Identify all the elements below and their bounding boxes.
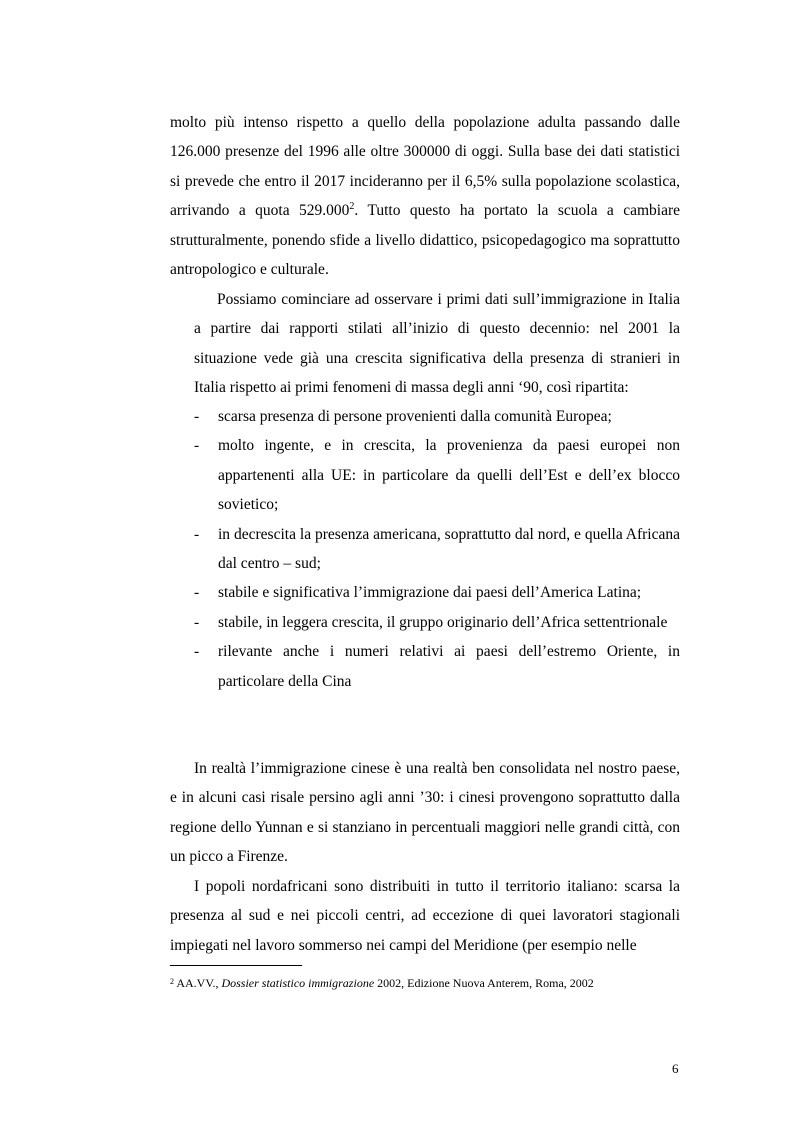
list-item: [194, 578, 680, 607]
paragraph-1: [170, 108, 680, 284]
bullet-dash: -: [194, 437, 200, 455]
bullet-dash: -: [194, 525, 200, 543]
footnote: [170, 975, 690, 991]
footnote-divider: [170, 965, 302, 966]
paragraph-4: I popoli nordafricani sono distribuiti in tutto il territorio italiano: scarsa la presenza al sud e nei piccoli centri, ad eccezione di quei lavoratori stagionali impiegati nel lavoro sommerso nei campi del Meridione (per esempio nelle: [170, 878, 680, 954]
list-item-text: stabile e significativa l’immigrazione dai paesi dell’America Latina;: [218, 584, 642, 602]
paragraph-3: In realtà l’immigrazione cinese è una realtà ben consolidata nel nostro paese, e in alcuni casi risale persino agli anni ’30: i cinesi provengono soprattutto dalla regione dello Yunnan e si stanziano in percentuali maggiori nelle grandi città, con un picco a Firenze.: [170, 760, 680, 866]
paragraph-1-text-b: . Tutto questo ha portato la scuola a cambiare strutturalmente, ponendo sfide a livello didattico, psicopedagogico ma soprattutto antropologico e culturale.: [170, 202, 680, 279]
list-item: [194, 608, 680, 637]
bullet-dash: -: [194, 584, 200, 602]
immigration-list: [194, 402, 680, 696]
bullet-dash: -: [194, 613, 200, 631]
footnote-reference[interactable]: 2: [349, 201, 355, 213]
bullet-dash: -: [194, 643, 200, 661]
paragraph-2: Possiamo cominciare ad osservare i primi dati sull’immigrazione in Italia a partire dai rapporti stilati all’inizio di questo decennio: nel 2001 la situazione vede già una crescita significativa della presenza di stranieri in Italia rispetto ai primi fenomeni di massa degli anni ‘90, così ripartita:: [194, 291, 680, 397]
list-item: [194, 520, 680, 579]
footnote-title: Dossier statistico immigrazione: [221, 976, 375, 990]
list-item-text: in decrescita la presenza americana, soprattutto dal nord, e quella Africana dal centro – sud;: [218, 525, 680, 573]
list-item-text: molto ingente, e in crescita, la provenienza da paesi europei non appartenenti alla UE: in particolare da quelli dell’Est e dell’ex blocco sovietico;: [218, 437, 680, 514]
list-item-text: rilevante anche i numeri relativi ai paesi dell’estremo Oriente, in particolare della Cina: [218, 643, 680, 690]
list-item: [194, 431, 680, 519]
list-item: [194, 637, 680, 696]
page-number: 6: [672, 1061, 679, 1076]
paragraph-1-text-a: molto più intenso rispetto a quello della popolazione adulta passando dalle 126.000 presenze del 1996 alle oltre 300000 di oggi. Sulla base dei dati statistici si prevede che entro il 2017 incideranno per il 6,5% sulla popolazione scolastica, arrivando a quota 529.000: [170, 114, 680, 220]
footnote-authors: AA.VV.,: [176, 976, 222, 990]
list-item: [194, 402, 680, 431]
list-item-text: stabile, in leggera crescita, il gruppo originario dell’Africa settentrionale: [218, 613, 668, 631]
list-item-text: scarsa presenza di persone provenienti dalla comunità Europea;: [218, 408, 612, 425]
footnote-rest: 2002, Edizione Nuova Anterem, Roma, 2002: [374, 976, 594, 990]
footnote-number: 2: [170, 977, 174, 986]
bullet-dash: -: [194, 408, 200, 425]
